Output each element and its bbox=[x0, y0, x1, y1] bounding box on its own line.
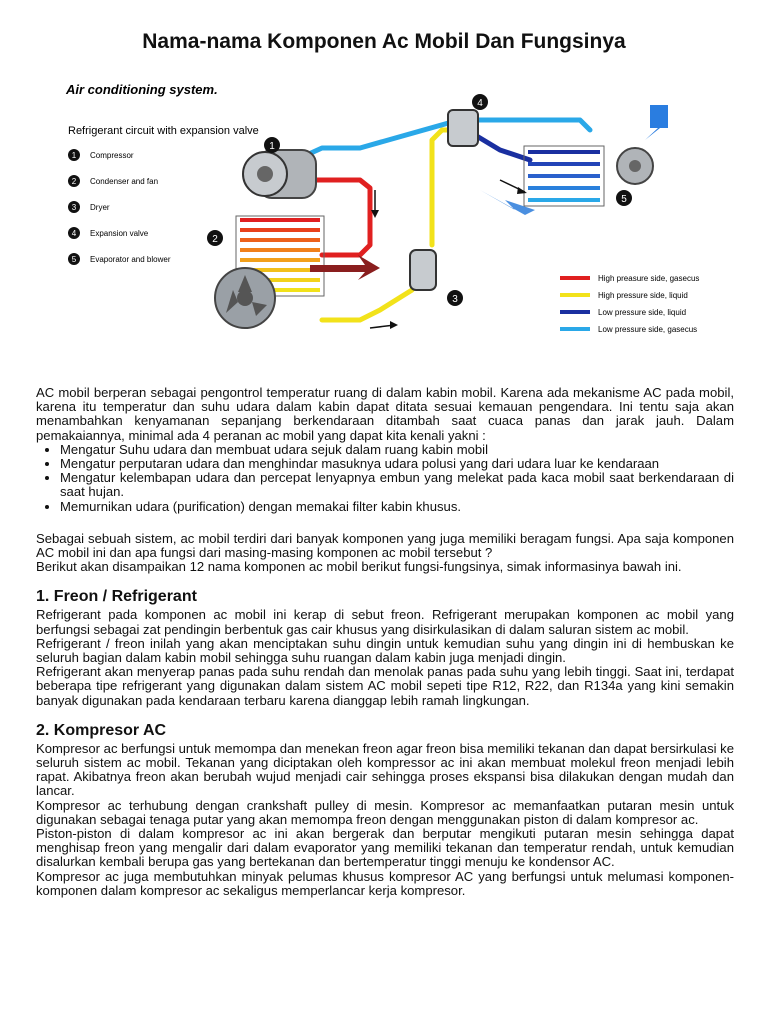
expansion-valve-icon bbox=[448, 110, 478, 146]
component-list bbox=[68, 149, 171, 265]
roles-list bbox=[36, 443, 734, 514]
evaporator bbox=[524, 146, 604, 206]
svg-text:Dryer: Dryer bbox=[90, 203, 110, 212]
svg-text:4: 4 bbox=[477, 98, 483, 109]
list-item: • Mengatur kelembapan udara dan percepat lenyapnya embun yang melekat pada kaca mobil saat berkendaraan di saat hujan. bbox=[60, 471, 734, 499]
dryer-icon bbox=[410, 250, 436, 290]
svg-text:High preasure side, gasecus: High preasure side, gasecus bbox=[598, 274, 700, 283]
list-item: • Memurnikan udara (purification) dengan memakai filter kabin khusus. bbox=[60, 500, 734, 514]
svg-text:2: 2 bbox=[71, 177, 77, 186]
svg-text:Condenser and fan: Condenser and fan bbox=[90, 177, 159, 186]
condenser-fan-icon bbox=[215, 268, 275, 328]
svg-text:3: 3 bbox=[71, 203, 77, 212]
legend-item bbox=[560, 308, 686, 317]
svg-text:Low pressure side, liquid: Low pressure side, liquid bbox=[598, 308, 687, 317]
diagram-heading: Air conditioning system. bbox=[66, 82, 218, 97]
compressor-paragraph: Piston-piston di dalam kompresor ac ini akan bergerak dan berputar mengikuti putaran mesin sehingga dapat menghisap freon yang mengalir dari dalam evaporator yang memiliki tekanan dan temperatur rendah, untuk kemudian disalurkan kembali berupa gas yang bertekanan dan bertemperatur tinggi menuju ke kondensor AC. bbox=[36, 826, 734, 870]
svg-text:5: 5 bbox=[621, 194, 627, 205]
section-heading-freon: 1. Freon / Refrigerant bbox=[36, 588, 197, 606]
component-item bbox=[68, 175, 158, 187]
compressor-paragraph: Kompresor ac berfungsi untuk memompa dan menekan freon agar freon bisa memiliki tekanan dan dapat bersirkulasi ke seluruh sistem ac mobil. Tekanan yang diciptakan oleh kompressor ac ini akan membuat molekul freon menjadi lebih rapat. Akibatnya freon akan berubah wujud menjadi cair sehingga proses ekspansi bisa dilakukan dengan mudah dan lancar. bbox=[36, 740, 734, 799]
blower-icon bbox=[617, 148, 653, 184]
diagram-subheading: Refrigerant circuit with expansion valve bbox=[68, 125, 259, 137]
svg-text:1: 1 bbox=[269, 141, 275, 152]
component-item bbox=[68, 253, 171, 265]
intro-paragraph: AC mobil berperan sebagai pengontrol temperatur ruang di dalam kabin mobil. Karena ada mekanisme AC pada mobil, karena itu temperatur dan suhu udara dalam kabin dapat ditata sesuai kemauan pengendara. Ini tentu saja akan menambahkan kenyamanan sepanjang berkendaraan ditambah saat cuaca panas dan jarak jauh. Dalam pemakaiannya, minimal ada 4 peranan ac mobil yang dapat kita kenali yakni : bbox=[36, 385, 734, 443]
component-item bbox=[68, 227, 149, 239]
system-paragraph: Sebagai sebuah sistem, ac mobil terdiri dari banyak komponen yang juga memiliki beragam fungsi. Apa saja komponen AC mobil ini dan apa fungsi dari masing-masing komponen ac mobil tersebut ? bbox=[36, 530, 734, 561]
airflow-in-arrow-icon bbox=[480, 190, 535, 215]
airflow-out-arrow-icon bbox=[645, 105, 668, 140]
svg-text:3: 3 bbox=[452, 294, 458, 305]
freon-paragraph: Refrigerant / freon inilah yang akan menciptakan suhu dingin untuk kemudian suhu yang dingin ini di hembuskan ke seluruh bagian dalam kabin mobil sehingga suhu ruangan dalam kabin juga menjadi dingin. bbox=[36, 635, 734, 666]
freon-paragraph: Refrigerant pada komponen ac mobil ini kerap di sebut freon. Refrigerant merupakan komponen ac mobil yang berfungsi sebagai zat pendingin berbentuk gas cair khusus yang disirkulasikan di dalam saluran sistem ac mobil. bbox=[36, 607, 734, 637]
airflow-arrow-icon bbox=[310, 255, 380, 280]
svg-text:5: 5 bbox=[71, 255, 77, 264]
svg-text:High pressure side, liquid: High pressure side, liquid bbox=[598, 291, 688, 300]
freon-paragraph: Refrigerant akan menyerap panas pada suhu rendah dan menolak panas pada suhu yang lebih tinggi. Saat ini, terdapat beberapa tipe refrigerant yang digunakan dalam sistem AC mobil sepeti tipe R12, R22, dan R134a yang kini semakin banyak digunakan pada kendaraan terbaru karena dianggap lebih ramah lingkungan. bbox=[36, 664, 734, 708]
svg-text:1: 1 bbox=[71, 151, 77, 160]
svg-text:Compressor: Compressor bbox=[90, 151, 134, 160]
compressor-paragraph: Kompresor ac juga membutuhkan minyak pelumas khusus kompresor AC yang berfungsi untuk melumasi komponen-komponen dalam kompresor ac sekaligus memperlancar kerja kompresor. bbox=[36, 868, 734, 898]
list-item: • Mengatur Suhu udara dan membuat udara sejuk dalam ruang kabin mobil bbox=[60, 443, 734, 457]
compressor-paragraph: Kompresor ac terhubung dengan crankshaft pulley di mesin. Kompresor ac memanfaatkan putaran mesin untuk digunakan sebagai tenaga putar yang akan memompa freon dengan menggunakan piston di dalam kompresor ac. bbox=[36, 797, 734, 827]
component-item bbox=[68, 149, 134, 161]
legend-item bbox=[560, 291, 688, 300]
legend-item bbox=[560, 274, 699, 283]
ac-system-diagram bbox=[60, 70, 730, 360]
legend-item bbox=[560, 325, 697, 334]
section-heading-compressor: 2. Kompresor AC bbox=[36, 721, 167, 739]
page-title: Nama-nama Komponen Ac Mobil Dan Fungsinya bbox=[142, 30, 626, 53]
svg-text:Low pressure side, gasecus: Low pressure side, gasecus bbox=[598, 325, 698, 334]
svg-text:Expansion valve: Expansion valve bbox=[90, 229, 149, 238]
components-intro-paragraph: Berikut akan disampaikan 12 nama komponen ac mobil berikut fungsi-fungsinya, simak informasinya bawah ini. bbox=[36, 559, 682, 575]
article-body bbox=[36, 386, 734, 898]
svg-text:4: 4 bbox=[71, 229, 77, 238]
svg-text:Evaporator and blower: Evaporator and blower bbox=[90, 255, 171, 264]
component-item bbox=[68, 201, 110, 213]
list-item: • Mengatur perputaran udara dan menghindar masuknya udara polusi yang dari udara luar ke kendaraan bbox=[60, 457, 734, 471]
legend bbox=[560, 274, 699, 334]
svg-text:2: 2 bbox=[212, 234, 218, 245]
compressor-icon bbox=[243, 150, 316, 198]
